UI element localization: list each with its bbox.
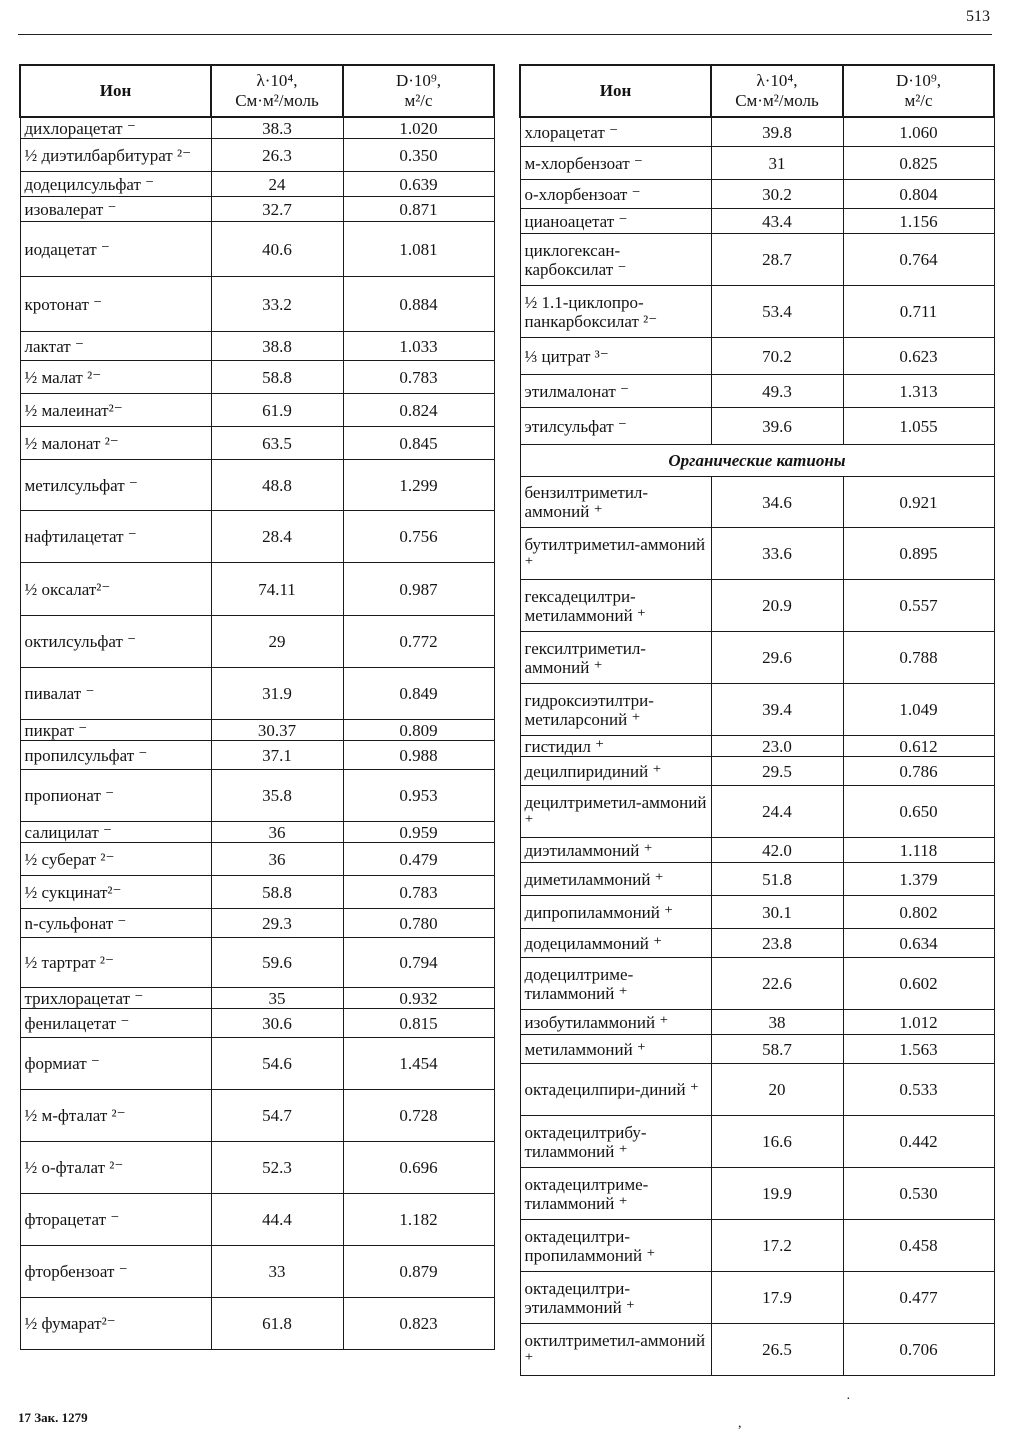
ion-name-cell: кротонат ⁻ bbox=[20, 277, 211, 332]
conductivity-cell: 59.6 bbox=[211, 938, 343, 988]
table-row bbox=[20, 909, 494, 938]
diffusion-cell: 0.479 bbox=[343, 843, 494, 876]
diffusion-cell: 0.696 bbox=[343, 1142, 494, 1194]
ion-name-cell: ½ тартрат ²⁻ bbox=[20, 938, 211, 988]
conductivity-symbol: λ·10⁴, bbox=[256, 71, 298, 90]
diffusion-cell: 1.156 bbox=[843, 209, 994, 234]
print-speck: , bbox=[738, 1416, 742, 1431]
table-row bbox=[20, 361, 494, 394]
table-row bbox=[20, 668, 494, 720]
ion-name-cell: гексилтриметил-аммоний ⁺ bbox=[520, 632, 711, 684]
diffusion-cell: 0.764 bbox=[843, 234, 994, 286]
diffusion-cell: 1.060 bbox=[843, 117, 994, 147]
conductivity-cell: 36 bbox=[211, 822, 343, 843]
diffusion-cell: 0.783 bbox=[343, 361, 494, 394]
diffusion-column-header bbox=[343, 65, 494, 117]
table-row bbox=[520, 147, 994, 180]
conductivity-cell: 37.1 bbox=[211, 741, 343, 770]
conductivity-cell: 42.0 bbox=[711, 838, 843, 863]
ion-name-cell: ½ о-фталат ²⁻ bbox=[20, 1142, 211, 1194]
diffusion-cell: 0.623 bbox=[843, 338, 994, 375]
table-row bbox=[20, 277, 494, 332]
ion-name-cell: ½ малеинат²⁻ bbox=[20, 394, 211, 427]
table-row bbox=[20, 460, 494, 511]
diffusion-cell: 1.055 bbox=[843, 408, 994, 445]
table-row bbox=[20, 139, 494, 172]
table-row bbox=[20, 1142, 494, 1194]
conductivity-cell: 44.4 bbox=[211, 1194, 343, 1246]
table-row bbox=[20, 1246, 494, 1298]
conductivity-cell: 30.6 bbox=[211, 1009, 343, 1038]
table-row bbox=[520, 180, 994, 209]
diffusion-cell: 0.639 bbox=[343, 172, 494, 197]
conductivity-cell: 49.3 bbox=[711, 375, 843, 408]
diffusion-cell: 0.728 bbox=[343, 1090, 494, 1142]
table-row bbox=[20, 511, 494, 563]
conductivity-cell: 20.9 bbox=[711, 580, 843, 632]
conductivity-cell: 29.6 bbox=[711, 632, 843, 684]
conductivity-cell: 58.7 bbox=[711, 1035, 843, 1064]
ion-name-cell: о-хлорбензоат ⁻ bbox=[520, 180, 711, 209]
table-row bbox=[20, 222, 494, 277]
table-row bbox=[20, 394, 494, 427]
ion-name-cell: диэтиламмоний ⁺ bbox=[520, 838, 711, 863]
diffusion-cell: 0.602 bbox=[843, 958, 994, 1010]
conductivity-cell: 23.8 bbox=[711, 929, 843, 958]
table-row bbox=[520, 117, 994, 147]
diffusion-cell: 0.845 bbox=[343, 427, 494, 460]
table-row bbox=[20, 1009, 494, 1038]
diffusion-cell: 0.650 bbox=[843, 786, 994, 838]
table-row bbox=[520, 736, 994, 757]
conductivity-cell: 19.9 bbox=[711, 1168, 843, 1220]
conductivity-cell: 29 bbox=[211, 616, 343, 668]
table-row bbox=[520, 838, 994, 863]
diffusion-cell: 0.987 bbox=[343, 563, 494, 616]
conductivity-cell: 26.5 bbox=[711, 1324, 843, 1376]
table-row bbox=[520, 1168, 994, 1220]
diffusion-cell: 1.299 bbox=[343, 460, 494, 511]
conductivity-cell: 31 bbox=[711, 147, 843, 180]
diffusion-cell: 0.458 bbox=[843, 1220, 994, 1272]
diffusion-cell: 1.081 bbox=[343, 222, 494, 277]
right-table-header-row bbox=[520, 65, 994, 117]
ion-name-cell: хлорацетат ⁻ bbox=[520, 117, 711, 147]
table-row bbox=[20, 197, 494, 222]
table-row bbox=[20, 117, 494, 139]
table-row bbox=[20, 1298, 494, 1350]
conductivity-cell: 30.1 bbox=[711, 896, 843, 929]
ion-name-cell: октадецилтрибу-тиламмоний ⁺ bbox=[520, 1116, 711, 1168]
conductivity-cell: 28.7 bbox=[711, 234, 843, 286]
table-row bbox=[520, 1116, 994, 1168]
diffusion-cell: 1.049 bbox=[843, 684, 994, 736]
ion-name-cell: ½ оксалат²⁻ bbox=[20, 563, 211, 616]
conductivity-cell: 30.37 bbox=[211, 720, 343, 741]
ion-name-cell: фенилацетат ⁻ bbox=[20, 1009, 211, 1038]
table-row bbox=[20, 770, 494, 822]
ion-name-cell: фторбензоат ⁻ bbox=[20, 1246, 211, 1298]
conductivity-cell: 61.9 bbox=[211, 394, 343, 427]
conductivity-cell: 24 bbox=[211, 172, 343, 197]
conductivity-cell: 40.6 bbox=[211, 222, 343, 277]
diffusion-cell: 0.350 bbox=[343, 139, 494, 172]
ion-name-cell: пикрат ⁻ bbox=[20, 720, 211, 741]
diffusion-unit: м²/с bbox=[404, 91, 433, 110]
diffusion-cell: 1.379 bbox=[843, 863, 994, 896]
diffusion-cell: 0.959 bbox=[343, 822, 494, 843]
table-row bbox=[520, 477, 994, 528]
diffusion-cell: 0.823 bbox=[343, 1298, 494, 1350]
diffusion-cell: 0.756 bbox=[343, 511, 494, 563]
diffusion-cell: 0.895 bbox=[843, 528, 994, 580]
conductivity-cell: 58.8 bbox=[211, 361, 343, 394]
conductivity-cell: 29.5 bbox=[711, 757, 843, 786]
ion-name-cell: октадецилтриме-тиламмоний ⁺ bbox=[520, 1168, 711, 1220]
conductivity-cell: 51.8 bbox=[711, 863, 843, 896]
diffusion-cell: 1.118 bbox=[843, 838, 994, 863]
ion-name-cell: иодацетат ⁻ bbox=[20, 222, 211, 277]
ion-name-cell: ½ малат ²⁻ bbox=[20, 361, 211, 394]
diffusion-cell: 0.932 bbox=[343, 988, 494, 1009]
table-row bbox=[520, 375, 994, 408]
diffusion-cell: 0.988 bbox=[343, 741, 494, 770]
ion-name-cell: ½ суберат ²⁻ bbox=[20, 843, 211, 876]
conductivity-column-header bbox=[711, 65, 843, 117]
cation-table-body bbox=[520, 477, 994, 1376]
diffusion-cell: 0.533 bbox=[843, 1064, 994, 1116]
ion-name-cell: диметиламмоний ⁺ bbox=[520, 863, 711, 896]
ion-name-cell: пропионат ⁻ bbox=[20, 770, 211, 822]
conductivity-cell: 16.6 bbox=[711, 1116, 843, 1168]
conductivity-cell: 74.11 bbox=[211, 563, 343, 616]
table-row bbox=[520, 1035, 994, 1064]
ion-name-cell: n-сульфонат ⁻ bbox=[20, 909, 211, 938]
ion-name-cell: децилтриметил-аммоний ⁺ bbox=[520, 786, 711, 838]
table-row bbox=[520, 958, 994, 1010]
left-table-body bbox=[20, 117, 494, 1350]
ion-name-cell: ½ диэтилбарбитурат ²⁻ bbox=[20, 139, 211, 172]
table-row bbox=[20, 563, 494, 616]
ion-name-cell: гексадецилтри-метиламмоний ⁺ bbox=[520, 580, 711, 632]
ion-name-cell: метилсульфат ⁻ bbox=[20, 460, 211, 511]
ion-name-cell: ½ фумарат²⁻ bbox=[20, 1298, 211, 1350]
conductivity-cell: 54.6 bbox=[211, 1038, 343, 1090]
ion-name-cell: октадецилтри-пропиламмоний ⁺ bbox=[520, 1220, 711, 1272]
diffusion-symbol: D·10⁹, bbox=[895, 71, 942, 90]
cation-section bbox=[520, 445, 994, 477]
diffusion-cell: 0.557 bbox=[843, 580, 994, 632]
conductivity-cell: 17.9 bbox=[711, 1272, 843, 1324]
diffusion-cell: 0.530 bbox=[843, 1168, 994, 1220]
conductivity-cell: 30.2 bbox=[711, 180, 843, 209]
conductivity-cell: 22.6 bbox=[711, 958, 843, 1010]
ion-name-cell: изовалерат ⁻ bbox=[20, 197, 211, 222]
conductivity-symbol: λ·10⁴, bbox=[756, 71, 798, 90]
table-row bbox=[520, 1064, 994, 1116]
page-number: 513 bbox=[966, 8, 990, 25]
diffusion-cell: 0.953 bbox=[343, 770, 494, 822]
conductivity-cell: 39.8 bbox=[711, 117, 843, 147]
conductivity-cell: 39.4 bbox=[711, 684, 843, 736]
ion-name-cell: м-хлорбензоат ⁻ bbox=[520, 147, 711, 180]
conductivity-cell: 52.3 bbox=[211, 1142, 343, 1194]
ion-name-cell: октадецилпири-диний ⁺ bbox=[520, 1064, 711, 1116]
diffusion-cell: 0.802 bbox=[843, 896, 994, 929]
ion-name-cell: гидроксиэтилтри-метиларсоний ⁺ bbox=[520, 684, 711, 736]
table-row bbox=[520, 1324, 994, 1376]
table-row bbox=[20, 616, 494, 668]
conductivity-cell: 33.6 bbox=[711, 528, 843, 580]
ion-name-cell: ½ м-фталат ²⁻ bbox=[20, 1090, 211, 1142]
table-row bbox=[520, 286, 994, 338]
conductivity-cell: 24.4 bbox=[711, 786, 843, 838]
table-row bbox=[520, 209, 994, 234]
ion-name-cell: этилмалонат ⁻ bbox=[520, 375, 711, 408]
ion-name-cell: додециламмоний ⁺ bbox=[520, 929, 711, 958]
ion-name-cell: салицилат ⁻ bbox=[20, 822, 211, 843]
ion-name-cell: гистидил ⁺ bbox=[520, 736, 711, 757]
table-row bbox=[20, 172, 494, 197]
right-table-body bbox=[520, 117, 994, 445]
ion-name-cell: цианоацетат ⁻ bbox=[520, 209, 711, 234]
ion-name-cell: децилпиридиний ⁺ bbox=[520, 757, 711, 786]
conductivity-unit: См·м²/моль bbox=[735, 91, 819, 110]
ion-name-cell: додецилсульфат ⁻ bbox=[20, 172, 211, 197]
conductivity-cell: 39.6 bbox=[711, 408, 843, 445]
diffusion-cell: 1.454 bbox=[343, 1038, 494, 1090]
conductivity-cell: 20 bbox=[711, 1064, 843, 1116]
ion-name-cell: пивалат ⁻ bbox=[20, 668, 211, 720]
table-row bbox=[520, 580, 994, 632]
diffusion-cell: 0.772 bbox=[343, 616, 494, 668]
conductivity-cell: 38.8 bbox=[211, 332, 343, 361]
diffusion-cell: 0.780 bbox=[343, 909, 494, 938]
conductivity-cell: 35 bbox=[211, 988, 343, 1009]
conductivity-cell: 54.7 bbox=[211, 1090, 343, 1142]
diffusion-cell: 0.824 bbox=[343, 394, 494, 427]
conductivity-cell: 43.4 bbox=[711, 209, 843, 234]
ion-name-cell: ½ 1.1-циклопро-панкарбоксилат ²⁻ bbox=[520, 286, 711, 338]
ion-name-cell: фторацетат ⁻ bbox=[20, 1194, 211, 1246]
ion-name-cell: метиламмоний ⁺ bbox=[520, 1035, 711, 1064]
table-row bbox=[20, 988, 494, 1009]
ion-name-cell: октадецилтри-этиламмоний ⁺ bbox=[520, 1272, 711, 1324]
table-row bbox=[20, 741, 494, 770]
table-row bbox=[20, 1090, 494, 1142]
diffusion-cell: 1.182 bbox=[343, 1194, 494, 1246]
diffusion-cell: 0.788 bbox=[843, 632, 994, 684]
conductivity-cell: 33.2 bbox=[211, 277, 343, 332]
diffusion-cell: 1.012 bbox=[843, 1010, 994, 1035]
conductivity-column-header bbox=[211, 65, 343, 117]
diffusion-cell: 0.809 bbox=[343, 720, 494, 741]
table-row bbox=[520, 684, 994, 736]
conductivity-cell: 48.8 bbox=[211, 460, 343, 511]
diffusion-cell: 0.477 bbox=[843, 1272, 994, 1324]
diffusion-cell: 0.849 bbox=[343, 668, 494, 720]
table-row bbox=[20, 938, 494, 988]
print-speck: · bbox=[846, 1392, 851, 1407]
section-title-row bbox=[520, 445, 994, 477]
table-row bbox=[520, 757, 994, 786]
diffusion-cell: 0.884 bbox=[343, 277, 494, 332]
table-row bbox=[520, 863, 994, 896]
conductivity-unit: См·м²/моль bbox=[235, 91, 319, 110]
diffusion-column-header bbox=[843, 65, 994, 117]
ion-name-cell: дипропиламмоний ⁺ bbox=[520, 896, 711, 929]
table-row bbox=[20, 1194, 494, 1246]
ion-name-cell: бутилтриметил-аммоний ⁺ bbox=[520, 528, 711, 580]
ion-name-cell: додецилтриме-тиламмоний ⁺ bbox=[520, 958, 711, 1010]
table-row bbox=[20, 427, 494, 460]
conductivity-cell: 31.9 bbox=[211, 668, 343, 720]
table-row bbox=[520, 632, 994, 684]
conductivity-cell: 53.4 bbox=[711, 286, 843, 338]
left-table-header-row bbox=[20, 65, 494, 117]
conductivity-cell: 36 bbox=[211, 843, 343, 876]
diffusion-cell: 0.804 bbox=[843, 180, 994, 209]
conductivity-cell: 28.4 bbox=[211, 511, 343, 563]
diffusion-cell: 0.706 bbox=[843, 1324, 994, 1376]
table-row bbox=[520, 929, 994, 958]
ion-name-cell: трихлорацетат ⁻ bbox=[20, 988, 211, 1009]
ion-column-header: Ион bbox=[20, 65, 211, 117]
diffusion-symbol: D·10⁹, bbox=[395, 71, 442, 90]
ion-name-cell: изобутиламмоний ⁺ bbox=[520, 1010, 711, 1035]
conductivity-cell: 58.8 bbox=[211, 876, 343, 909]
ion-name-cell: формиат ⁻ bbox=[20, 1038, 211, 1090]
diffusion-cell: 0.442 bbox=[843, 1116, 994, 1168]
conductivity-cell: 38 bbox=[711, 1010, 843, 1035]
table-row bbox=[20, 332, 494, 361]
ion-name-cell: циклогексан-карбоксилат ⁻ bbox=[520, 234, 711, 286]
conductivity-cell: 17.2 bbox=[711, 1220, 843, 1272]
diffusion-cell: 0.815 bbox=[343, 1009, 494, 1038]
ion-name-cell: октилтриметил-аммоний ⁺ bbox=[520, 1324, 711, 1376]
conductivity-cell: 33 bbox=[211, 1246, 343, 1298]
diffusion-cell: 1.313 bbox=[843, 375, 994, 408]
table-row bbox=[20, 876, 494, 909]
table-row bbox=[520, 896, 994, 929]
footnote: 17 Зак. 1279 bbox=[18, 1410, 88, 1425]
conductivity-cell: 61.8 bbox=[211, 1298, 343, 1350]
conductivity-cell: 32.7 bbox=[211, 197, 343, 222]
section-title: Органические катионы bbox=[520, 445, 994, 477]
table-row bbox=[520, 528, 994, 580]
ion-name-cell: ½ сукцинат²⁻ bbox=[20, 876, 211, 909]
diffusion-cell: 1.033 bbox=[343, 332, 494, 361]
diffusion-unit: м²/с bbox=[904, 91, 933, 110]
diffusion-cell: 0.783 bbox=[343, 876, 494, 909]
diffusion-cell: 1.563 bbox=[843, 1035, 994, 1064]
table-row bbox=[520, 234, 994, 286]
left-ion-table bbox=[19, 64, 495, 1350]
conductivity-cell: 70.2 bbox=[711, 338, 843, 375]
table-row bbox=[520, 408, 994, 445]
ion-name-cell: этилсульфат ⁻ bbox=[520, 408, 711, 445]
conductivity-cell: 26.3 bbox=[211, 139, 343, 172]
table-row bbox=[20, 822, 494, 843]
diffusion-cell: 0.879 bbox=[343, 1246, 494, 1298]
table-row bbox=[520, 1010, 994, 1035]
diffusion-cell: 1.020 bbox=[343, 117, 494, 139]
ion-name-cell: пропилсульфат ⁻ bbox=[20, 741, 211, 770]
table-row bbox=[20, 1038, 494, 1090]
table-row bbox=[520, 1272, 994, 1324]
table-row bbox=[520, 1220, 994, 1272]
conductivity-cell: 23.0 bbox=[711, 736, 843, 757]
conductivity-cell: 63.5 bbox=[211, 427, 343, 460]
ion-name-cell: дихлорацетат ⁻ bbox=[20, 117, 211, 139]
conductivity-cell: 29.3 bbox=[211, 909, 343, 938]
diffusion-cell: 0.921 bbox=[843, 477, 994, 528]
diffusion-cell: 0.634 bbox=[843, 929, 994, 958]
ion-name-cell: октилсульфат ⁻ bbox=[20, 616, 211, 668]
ion-name-cell: нафтилацетат ⁻ bbox=[20, 511, 211, 563]
ion-name-cell: ½ малонат ²⁻ bbox=[20, 427, 211, 460]
header-rule bbox=[18, 34, 992, 35]
ion-name-cell: ⅓ цитрат ³⁻ bbox=[520, 338, 711, 375]
ion-name-cell: лактат ⁻ bbox=[20, 332, 211, 361]
table-row bbox=[20, 720, 494, 741]
table-row bbox=[520, 338, 994, 375]
diffusion-cell: 0.711 bbox=[843, 286, 994, 338]
conductivity-cell: 35.8 bbox=[211, 770, 343, 822]
ion-name-cell: бензилтриметил-аммоний ⁺ bbox=[520, 477, 711, 528]
diffusion-cell: 0.871 bbox=[343, 197, 494, 222]
table-row bbox=[520, 786, 994, 838]
conductivity-cell: 34.6 bbox=[711, 477, 843, 528]
conductivity-cell: 38.3 bbox=[211, 117, 343, 139]
diffusion-cell: 0.786 bbox=[843, 757, 994, 786]
table-row bbox=[20, 843, 494, 876]
diffusion-cell: 0.612 bbox=[843, 736, 994, 757]
diffusion-cell: 0.794 bbox=[343, 938, 494, 988]
right-ion-table bbox=[519, 64, 995, 1376]
ion-column-header: Ион bbox=[520, 65, 711, 117]
diffusion-cell: 0.825 bbox=[843, 147, 994, 180]
